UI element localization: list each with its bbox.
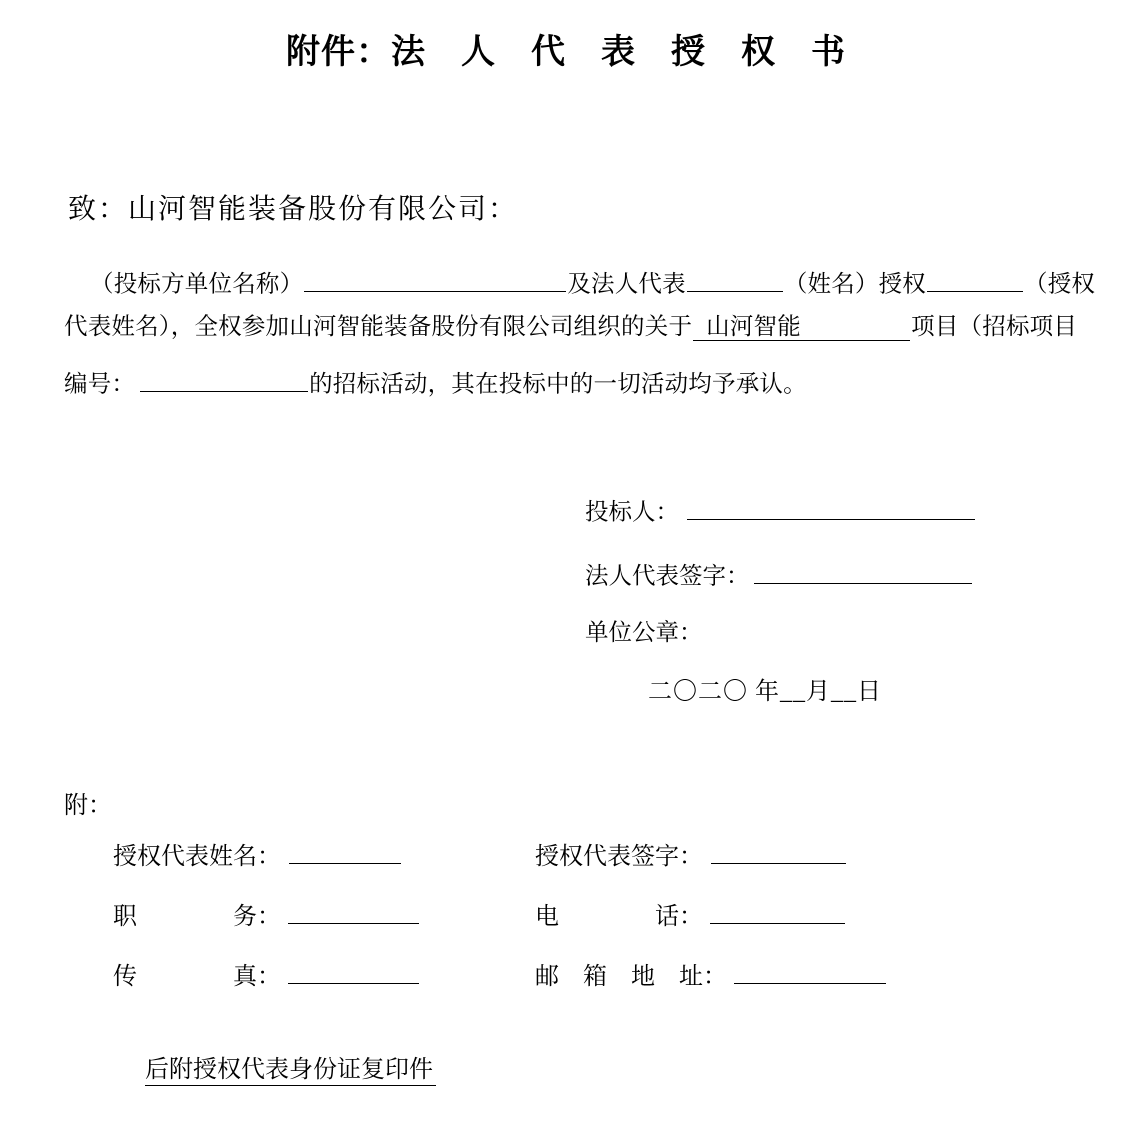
date-line: 二〇二〇 年__月__日 <box>648 679 882 705</box>
fax-blank <box>288 958 419 984</box>
duty-label: 职 务： <box>113 904 281 931</box>
mail-label: 邮 箱 地 址： <box>535 964 727 991</box>
body-paragraph-line-2 <box>64 316 1077 341</box>
legal-rep-text: 及法人代表 <box>567 271 686 298</box>
authorized-rep-name-label: 授权代表姓名： <box>113 844 281 871</box>
id-copy-note: 后附授权代表身份证复印件 <box>145 1058 436 1086</box>
project-number-blank <box>140 366 308 392</box>
authorized-rep-sign-row <box>535 838 847 869</box>
authorized-rep-name-blank <box>289 838 401 864</box>
legal-rep-name-blank <box>687 266 783 292</box>
duty-blank <box>288 898 419 924</box>
project-label-text: 项目（招标项目 <box>911 314 1078 340</box>
authorized-rep-sign-blank <box>711 838 846 864</box>
bidder-signature-blank <box>687 494 975 520</box>
project-name-blank: 山河智能 <box>693 316 910 341</box>
bidder-label: 投标人： <box>585 499 679 526</box>
authorized-open-paren-text: （授权 <box>1024 271 1096 298</box>
phone-blank <box>710 898 845 924</box>
bidder-company-label: （投标方单位名称） <box>90 271 304 298</box>
duty-row <box>113 898 420 929</box>
project-number-label: 编号： <box>64 371 136 398</box>
addressee-line: 致：山河智能装备股份有限公司： <box>68 194 519 225</box>
phone-label: 电 话： <box>535 904 703 931</box>
bidder-signature-row <box>585 494 976 525</box>
authorized-rep-name-row <box>113 838 402 869</box>
legal-rep-signature-row <box>585 558 973 589</box>
fax-label: 传 真： <box>113 964 281 991</box>
legal-rep-signature-label: 法人代表签字： <box>585 563 750 590</box>
phone-row <box>535 898 846 929</box>
participation-text: 代表姓名），全权参加山河智能装备股份有限公司组织的关于 <box>64 314 693 340</box>
acknowledgement-text: 的招标活动，其在投标中的一切活动均予承认。 <box>309 371 807 398</box>
fax-row <box>113 958 420 989</box>
attachment-heading: 附： <box>64 793 112 819</box>
mail-blank <box>734 958 886 984</box>
body-paragraph-line-1 <box>90 266 1095 297</box>
authorized-name-blank <box>927 266 1023 292</box>
authorized-rep-sign-label: 授权代表签字： <box>535 844 703 871</box>
company-seal-row <box>585 622 703 646</box>
name-authorize-text: （姓名）授权 <box>783 271 927 298</box>
company-seal-label: 单位公章： <box>585 620 703 646</box>
legal-rep-signature-blank <box>754 558 972 584</box>
body-paragraph-line-3 <box>64 366 807 397</box>
mail-row <box>535 958 887 989</box>
bidder-company-blank <box>304 266 566 292</box>
document-title: 附件：法 人 代 表 授 权 书 <box>286 34 846 71</box>
